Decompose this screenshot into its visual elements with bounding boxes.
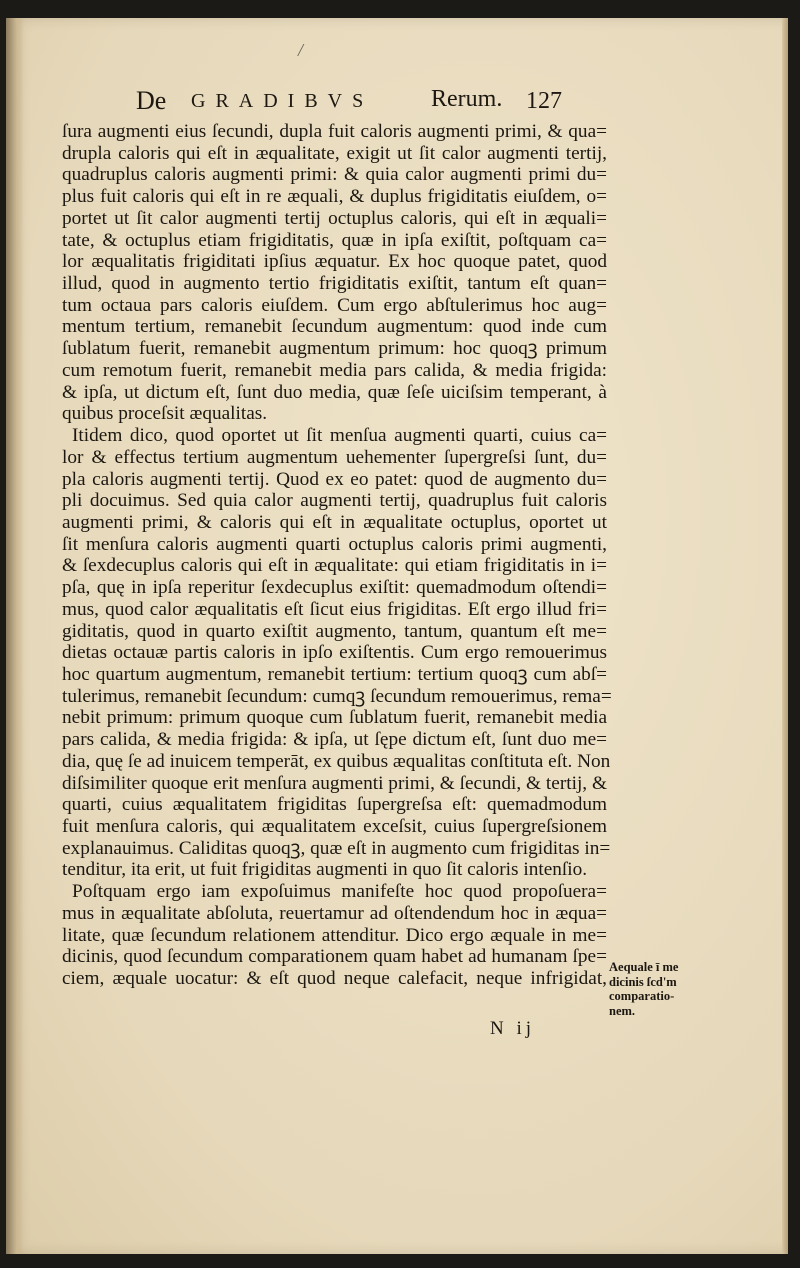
marginal-note-line: Aequale ī me [609,960,679,974]
text-line: mus in æqualitate abſoluta, reuertamur ad oſtendendum hoc in æqua= [62,902,607,924]
folio-number: 127 [526,88,562,114]
text-line: cum remotum fuerit, remanebit media pars calida, & media frigida: [62,359,607,381]
text-line: quarti, cuius æqualitatem frigiditas ſupergreſsa eſt: quemadmodum [62,794,607,816]
text-line: nebit primum: primum quoque cum ſublatum fuerit, remanebit media [62,707,607,729]
text-line: & ſexdecuplus caloris qui eſt in æqualitate: qui etiam frigiditatis in i= [62,555,607,577]
running-head-center: GRADIBVS [191,90,374,112]
text-line: hoc quartum augmentum, remanebit tertium: tertium quoqꝫ cum abſ= [62,663,607,685]
marginal-note-line: dicinis ſcd'm [609,974,677,989]
text-line: Poſtquam ergo iam expoſuimus manifeſte hoc quod propoſuera= [72,881,607,903]
page-edge [782,18,788,1254]
text-line: pſa, quę in ipſa reperitur ſexdecuplus exiſtit: quemadmodum oſtendi= [62,577,607,599]
running-head-right: Rerum. [431,86,503,112]
text-line: dicinis, quod ſecundum comparationem quam habet ad humanam ſpe= [62,946,607,968]
text-line: ſura augmenti eius ſecundi, dupla fuit caloris augmenti primi, & qua= [62,121,607,142]
text-line: litate, quæ ſecundum relationem attenditur. Dico ergo æquale in me= [62,924,607,946]
text-line: dia, quę ſe ad inuicem temperāt, ex quibus æqualitas conſtituta eſt. Non [62,750,611,772]
text-line: augmenti primi, & caloris qui eſt in æqualitate octuplus, oportet ut [62,511,607,533]
text-line: drupla caloris qui eſt in æqualitate, exigit ut ſit calor augmenti tertij, [62,142,607,164]
text-line: explanauimus. Caliditas quoqꝫ, quæ eſt in augmento cum frigiditas in= [62,837,611,859]
signature-mark: N ij [490,1018,536,1039]
text-line: mus, quod calor æqualitatis eſt ſicut eius frigiditas. Eſt ergo illud fri= [62,598,607,620]
text-line: quibus proceſsit æqualitas. [62,403,268,425]
text-line: fuit menſura caloris, qui æqualitatem exceſsit, cuius ſupergreſsionem [62,816,607,837]
text-line: tenditur, ita erit, ut fuit frigiditas augmenti in quo ſit caloris intenſio. [62,859,588,881]
text-line: giditatis, quod in quarto exiſtit augmento, tantum, quantum eſt me= [62,620,607,642]
text-line: lor & effectus tertium augmentum uehementer ſupergreſsi ſunt, du= [62,446,607,468]
running-head-left: De [136,86,167,115]
text-line: Itidem dico, quod oportet ut ſit menſua augmenti quarti, cuius ca= [72,425,607,447]
pencil-mark: / [298,40,304,60]
text-line: pli docuimus. Sed quia calor augmenti tertij, quadruplus fuit caloris [62,490,607,512]
text-line: diſsimiliter quoque erit menſura augmenti primi, & ſecundi, & tertij, & [62,772,607,794]
text-line: pla caloris augmenti tertij. Quod ex eo patet: quod de augmento du= [62,468,607,490]
text-line: quadruplus caloris augmenti primi: & quia calor augmenti primi du= [62,164,607,186]
marginal-note-line: comparatio- [609,989,675,1003]
text-line: illud, quod in augmento tertio frigiditatis exiſtit, tantum eſt quan= [62,273,607,295]
text-line: tulerimus, remanebit ſecundum: cumqꝫ ſecundum remouerimus, rema= [62,685,612,707]
text-line: tate, & octuplus etiam frigiditatis, quæ in ipſa exiſtit, poſtquam ca= [62,229,607,251]
text-line: & ipſa, ut dictum eſt, ſunt duo media, quæ ſeſe uiciſsim temperant, à [62,381,607,403]
text-line: portet ut ſit calor augmenti tertij octuplus caloris, qui eſt in æquali= [62,207,607,229]
text-line: plus fuit caloris qui eſt in re æquali, & duplus frigiditatis eiuſdem, o= [62,186,607,208]
text-line: lor æqualitatis frigiditati ipſius æquatur. Ex hoc quoque patet, quod [62,251,607,273]
text-line: ciem, æquale uocatur: & eſt quod neque calefacit, neque infrigidat, [62,968,607,990]
text-line: pars calida, & media frigida: & ipſa, ut ſępe dictum eſt, ſunt duo me= [62,729,607,751]
page-gutter-shadow [6,18,24,1254]
text-line: ſit menſura caloris augmenti quarti octuplus caloris primi augmenti, [62,533,607,555]
text-line: ſublatum fuerit, remanebit augmentum primum: hoc quoqꝫ primum [62,338,607,360]
text-line: tum octaua pars caloris eiuſdem. Cum ergo abſtulerimus hoc aug= [62,294,607,316]
book-page [6,18,788,1254]
marginal-note-line: nem. [609,1003,636,1018]
text-line: mentum tertium, remanebit ſecundum augmentum: quod inde cum [62,316,607,338]
body-text [62,121,612,990]
text-line: dietas octauæ partis caloris in ipſo exiſtentis. Cum ergo remouerimus [62,642,607,664]
marginal-note [609,960,717,1018]
